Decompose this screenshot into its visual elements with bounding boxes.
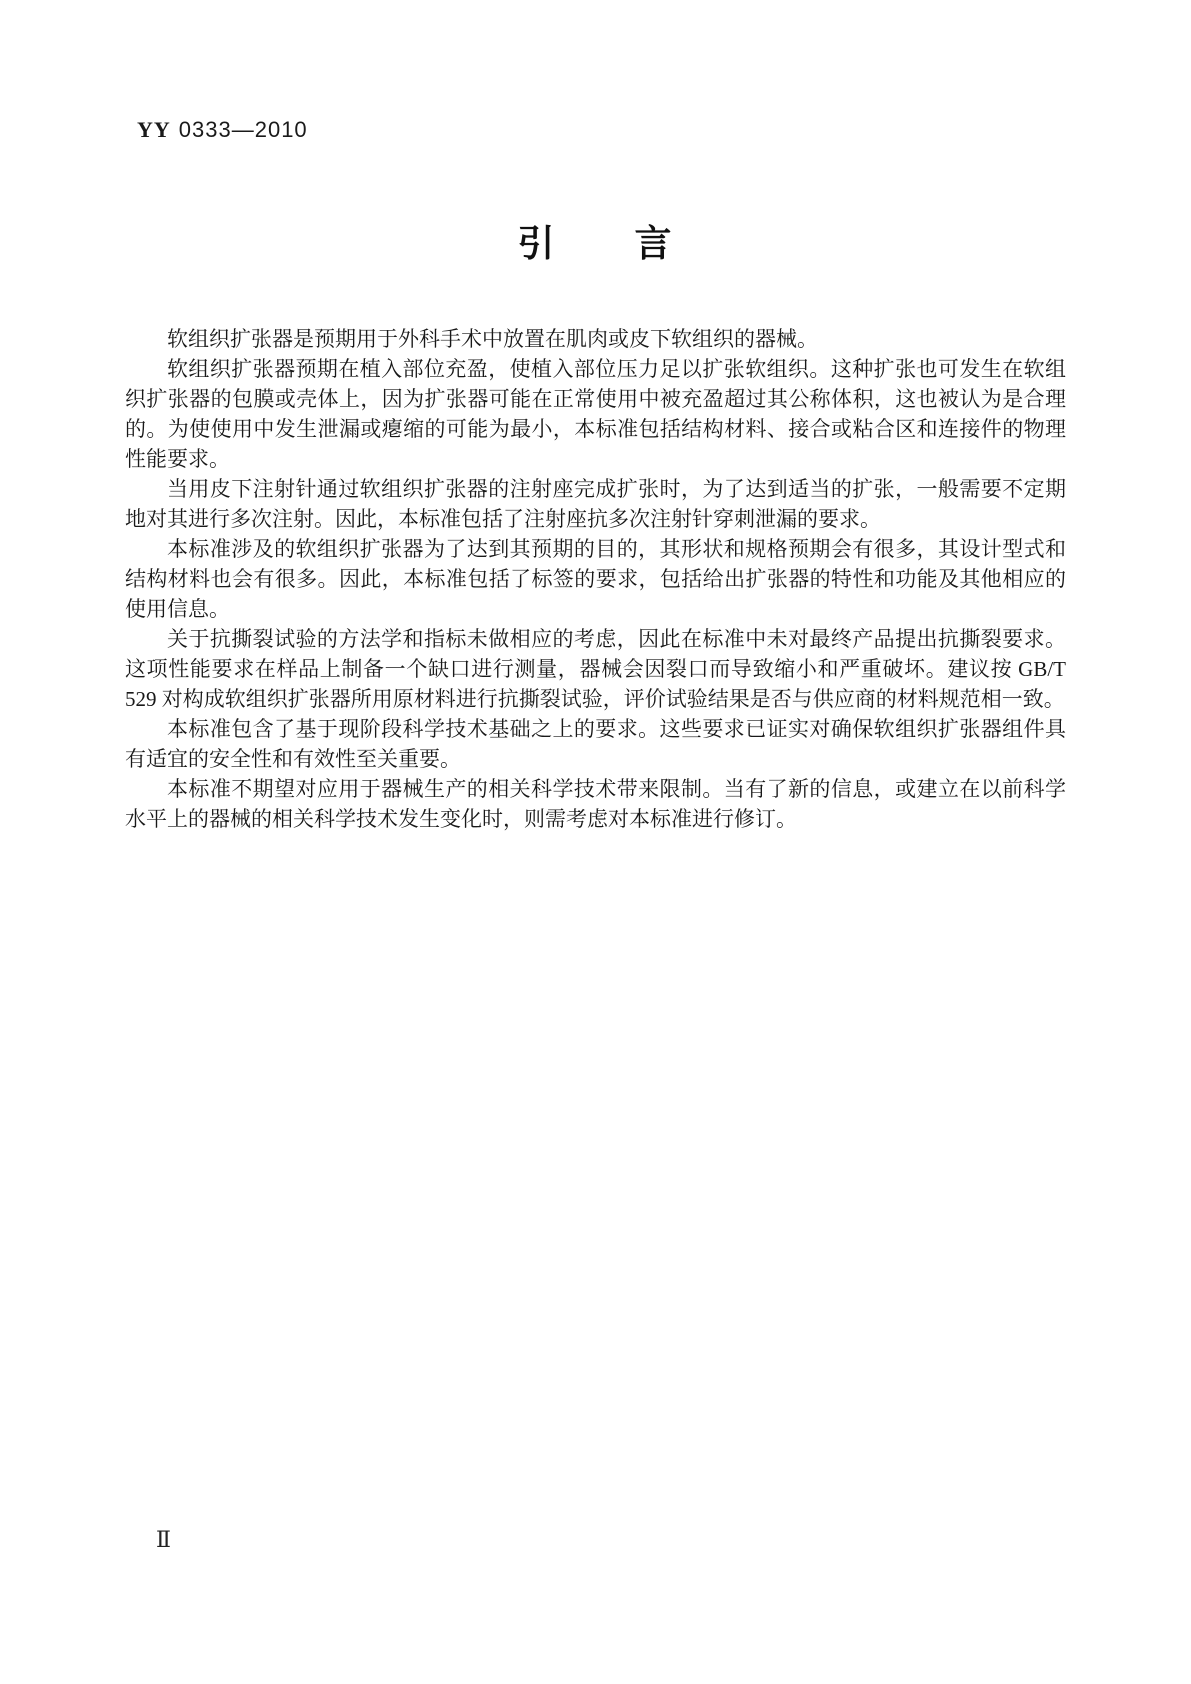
standard-number (137, 117, 308, 143)
page-title: 引 言 (517, 223, 674, 264)
standard-code: 0333—2010 (178, 117, 308, 142)
body-text (125, 324, 1066, 834)
paragraph-3: 当用皮下注射针通过软组织扩张器的注射座完成扩张时，为了达到适当的扩张，一般需要不定期地对其进行多次注射。因此，本标准包括了注射座抗多次注射针穿刺泄漏的要求。 (125, 477, 1066, 531)
paragraph-7: 本标准不期望对应用于器械生产的相关科学技术带来限制。当有了新的信息，或建立在以前科学水平上的器械的相关科学技术发生变化时，则需考虑对本标准进行修订。 (125, 777, 1066, 831)
page-number: Ⅱ (156, 1527, 171, 1552)
paragraph-6: 本标准包含了基于现阶段科学技术基础之上的要求。这些要求已证实对确保软组织扩张器组件具有适宜的安全性和有效性至关重要。 (125, 717, 1066, 771)
paragraph-2: 软组织扩张器预期在植入部位充盈，使植入部位压力足以扩张软组织。这种扩张也可发生在软组织扩张器的包膜或壳体上，因为扩张器可能在正常使用中被充盈超过其公称体积，这也被认为是合理的。为使使用中发生泄漏或瘪缩的可能为最小，本标准包括结构材料、接合或粘合区和连接件的物理性能要求。 (125, 357, 1066, 471)
paragraph-4: 本标准涉及的软组织扩张器为了达到其预期的目的，其形状和规格预期会有很多，其设计型式和结构材料也会有很多。因此，本标准包括了标签的要求，包括给出扩张器的特性和功能及其他相应的使用信息。 (125, 537, 1066, 621)
standard-prefix: YY (137, 117, 171, 142)
paragraph-1: 软组织扩张器是预期用于外科手术中放置在肌肉或皮下软组织的器械。 (167, 327, 818, 351)
paragraph-5: 关于抗撕裂试验的方法学和指标未做相应的考虑，因此在标准中未对最终产品提出抗撕裂要求。这项性能要求在样品上制备一个缺口进行测量，器械会因裂口而导致缩小和严重破坏。建议按 GB/T 529 对构成软组织扩张器所用原材料进行抗撕裂试验，评价试验结果是否与供应商的材料规范相一致。 (125, 627, 1066, 711)
